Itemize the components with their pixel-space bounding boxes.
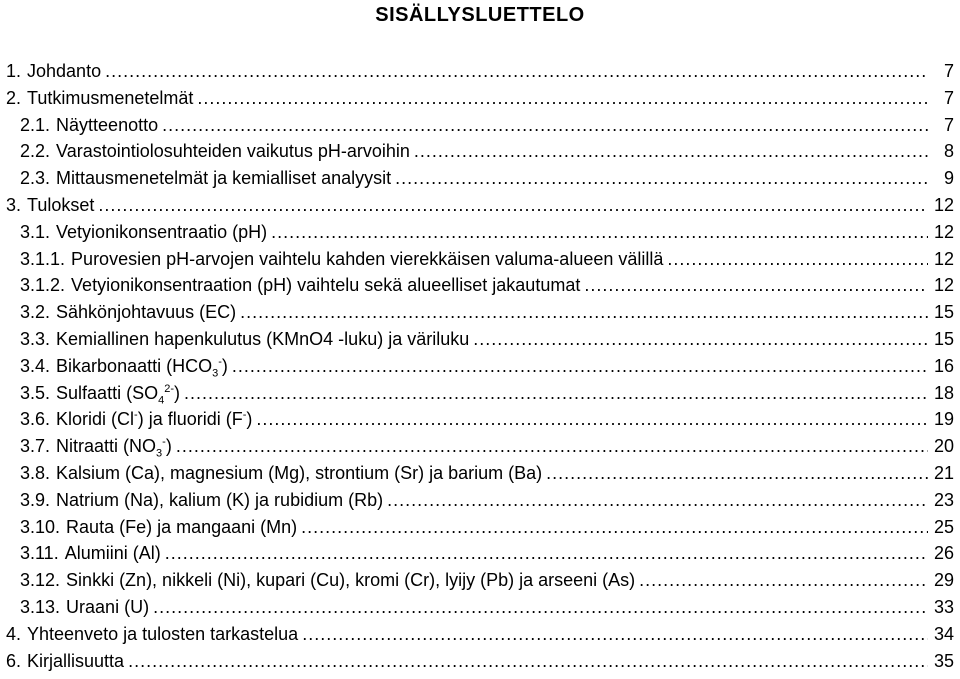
dot-leader <box>176 433 928 459</box>
dot-leader <box>414 138 928 164</box>
toc-entry-label: Tulokset <box>27 195 95 215</box>
subscript: 3 <box>156 447 163 460</box>
toc-entry[interactable] <box>20 299 954 325</box>
toc-entry-number: 3.2. <box>20 302 51 323</box>
toc-entry[interactable] <box>20 138 954 164</box>
toc-entry-page: 12 <box>933 195 954 215</box>
toc-entry-page: 12 <box>933 275 954 296</box>
toc-entry-label: Vetyionikonsentraation (pH) vaihtelu sekä alueelliset jakautumat <box>71 275 581 296</box>
toc-entry-page: 23 <box>933 489 954 510</box>
toc-entry-label: Purovesien pH-arvojen vaihtelu kahden vierekkäisen valuma-alueen välillä <box>71 248 664 269</box>
dot-leader <box>395 165 928 191</box>
dot-leader <box>165 540 928 566</box>
toc-entry[interactable] <box>20 514 954 540</box>
superscript: - <box>218 355 222 368</box>
toc-entry-label: Kalsium (Ca), magnesium (Mg), strontium (Sr) ja barium (Ba) <box>56 463 543 483</box>
dot-leader <box>98 192 928 218</box>
toc-entry-page: 12 <box>933 248 954 269</box>
toc-entry-label: Rauta (Fe) ja mangaani (Mn) <box>66 516 298 537</box>
toc-entry-number: 3.4. <box>20 355 51 376</box>
toc-entry-label: Alumiini (Al) <box>64 543 161 564</box>
toc-entry-page: 16 <box>933 355 954 376</box>
toc-entry[interactable] <box>20 594 954 620</box>
toc-entry[interactable] <box>6 192 954 218</box>
toc-entry-label: Yhteenveto ja tulosten tarkastelua <box>27 623 299 644</box>
toc-entry-page: 15 <box>933 302 954 323</box>
toc-entry-page: 7 <box>943 114 954 135</box>
toc-entry-number: 3.1. <box>20 221 51 242</box>
toc-entry-page: 7 <box>943 61 954 81</box>
toc-entry-label: Johdanto <box>27 61 102 81</box>
superscript: - <box>162 436 166 449</box>
toc-entry-number: 3.13. <box>20 597 61 617</box>
toc-entry-label: Tutkimusmenetelmät <box>27 87 194 108</box>
toc-entry[interactable] <box>20 326 954 352</box>
toc-entry-label: Sähkönjohtavuus (EC) <box>56 302 237 323</box>
toc-entry-number: 3.9. <box>20 489 51 510</box>
toc-entry-number: 3.10. <box>20 516 61 537</box>
toc-entry[interactable] <box>20 272 954 298</box>
toc-entry-number: 6. <box>6 650 22 671</box>
toc-entry-page: 8 <box>943 141 954 162</box>
toc-entry-number: 2.2. <box>20 141 51 162</box>
toc-entry-number: 3.3. <box>20 329 51 349</box>
toc-entry-label: Sinkki (Zn), nikkeli (Ni), kupari (Cu), kromi (Cr), lyijy (Pb) ja arseeni (As) <box>66 570 636 591</box>
toc-entry-number: 4. <box>6 623 22 644</box>
toc-entry-label: Kirjallisuutta <box>27 650 125 671</box>
dot-leader <box>473 326 928 352</box>
toc-entry-label: Bikarbonaatti $(HCO_3^-)$ <box>56 355 228 380</box>
dot-leader <box>162 112 928 138</box>
subscript: 4 <box>158 394 165 407</box>
toc-entry[interactable] <box>20 112 954 138</box>
toc-entry-page: 15 <box>933 329 954 349</box>
toc-entry-number: 3.8. <box>20 463 51 483</box>
toc-entry-page: 19 <box>933 409 954 430</box>
toc-entry-number: 3.5. <box>20 382 51 403</box>
toc-entry[interactable] <box>20 540 954 566</box>
toc-entry-page: 26 <box>933 543 954 564</box>
toc-entry[interactable] <box>20 433 954 459</box>
dot-leader <box>302 621 928 647</box>
toc-entry[interactable] <box>20 567 954 593</box>
dot-leader <box>667 246 928 272</box>
toc-entry-label: Sulfaatti $(SO_4^{2-})$ <box>56 382 180 407</box>
toc-entry-number: 2.1. <box>20 114 51 135</box>
dot-leader <box>153 594 928 620</box>
toc-entry-number: 3. <box>6 195 22 215</box>
dot-leader <box>197 85 928 111</box>
dot-leader <box>256 406 928 432</box>
superscript: - <box>242 409 247 422</box>
toc-entry[interactable] <box>20 219 954 245</box>
toc-entry[interactable] <box>6 58 954 84</box>
toc-entry-label: Natrium (Na), kalium (K) ja rubidium (Rb) <box>56 489 384 510</box>
dot-leader <box>232 353 928 379</box>
superscript: 2- <box>164 382 174 395</box>
toc-entry[interactable] <box>6 85 954 111</box>
toc-entry-number: 1. <box>6 61 22 81</box>
dot-leader <box>387 487 928 513</box>
toc-entry-page: 7 <box>943 87 954 108</box>
toc-entry-label: Vetyionikonsentraatio (pH) <box>56 221 268 242</box>
toc-entry-label: Uraani (U) <box>66 597 150 617</box>
toc-entry-label: Varastointiolosuhteiden vaikutus pH-arvoihin <box>56 141 410 162</box>
toc-entry-page: 9 <box>943 168 954 189</box>
dot-leader <box>301 514 928 540</box>
toc-entry[interactable] <box>20 246 954 272</box>
toc-entry-page: 20 <box>933 436 954 457</box>
toc-entry[interactable] <box>20 406 954 432</box>
superscript: - <box>134 409 138 422</box>
dot-leader <box>584 272 928 298</box>
dot-leader <box>105 58 928 84</box>
dot-leader <box>128 648 928 674</box>
toc-entry-page: 21 <box>933 463 954 483</box>
toc-entry-number: 3.12. <box>20 570 61 591</box>
toc-entry-label: Kloridi (Cl-) ja fluoridi (F-) <box>56 409 253 430</box>
toc-entry[interactable] <box>20 165 954 191</box>
dot-leader <box>639 567 928 593</box>
dot-leader <box>546 460 928 486</box>
page-title: SISÄLLYSLUETTELO <box>375 4 585 26</box>
toc-entry-label: Kemiallinen hapenkulutus (KMnO4 -luku) ja väriluku <box>56 329 470 349</box>
toc-entry-page: 35 <box>933 650 954 671</box>
toc-entry[interactable] <box>20 380 954 406</box>
toc-entry[interactable] <box>20 487 954 513</box>
toc-entry-page: 25 <box>933 516 954 537</box>
toc-entry-page: 33 <box>933 597 954 617</box>
toc-entry-page: 34 <box>933 623 954 644</box>
toc-entry-number: 3.1.2. <box>20 275 66 296</box>
toc-entry-number: 3.7. <box>20 436 51 457</box>
toc-entry[interactable] <box>6 621 954 647</box>
dot-leader <box>240 299 928 325</box>
toc-entry-page: 29 <box>933 570 954 591</box>
toc-entry-number: 3.6. <box>20 409 51 430</box>
toc-entry-page: 18 <box>933 382 954 403</box>
toc-entry-number: 2. <box>6 87 22 108</box>
subscript: 3 <box>212 367 219 380</box>
toc-entry-number: 3.11. <box>20 543 59 564</box>
toc-entry[interactable] <box>20 353 954 379</box>
dot-leader <box>184 380 928 406</box>
toc-entry[interactable] <box>6 648 954 674</box>
toc-entry-label: Mittausmenetelmät ja kemialliset analyysit <box>56 168 392 189</box>
dot-leader <box>271 219 928 245</box>
toc-entry[interactable] <box>20 460 954 486</box>
toc-entry-label: Näytteenotto <box>56 114 159 135</box>
toc-entry-number: 3.1.1. <box>20 248 66 269</box>
toc-entry-label: Nitraatti $(NO_3^-)$ <box>56 436 172 460</box>
toc-entry-number: 2.3. <box>20 168 51 189</box>
toc-entry-page: 12 <box>933 221 954 242</box>
